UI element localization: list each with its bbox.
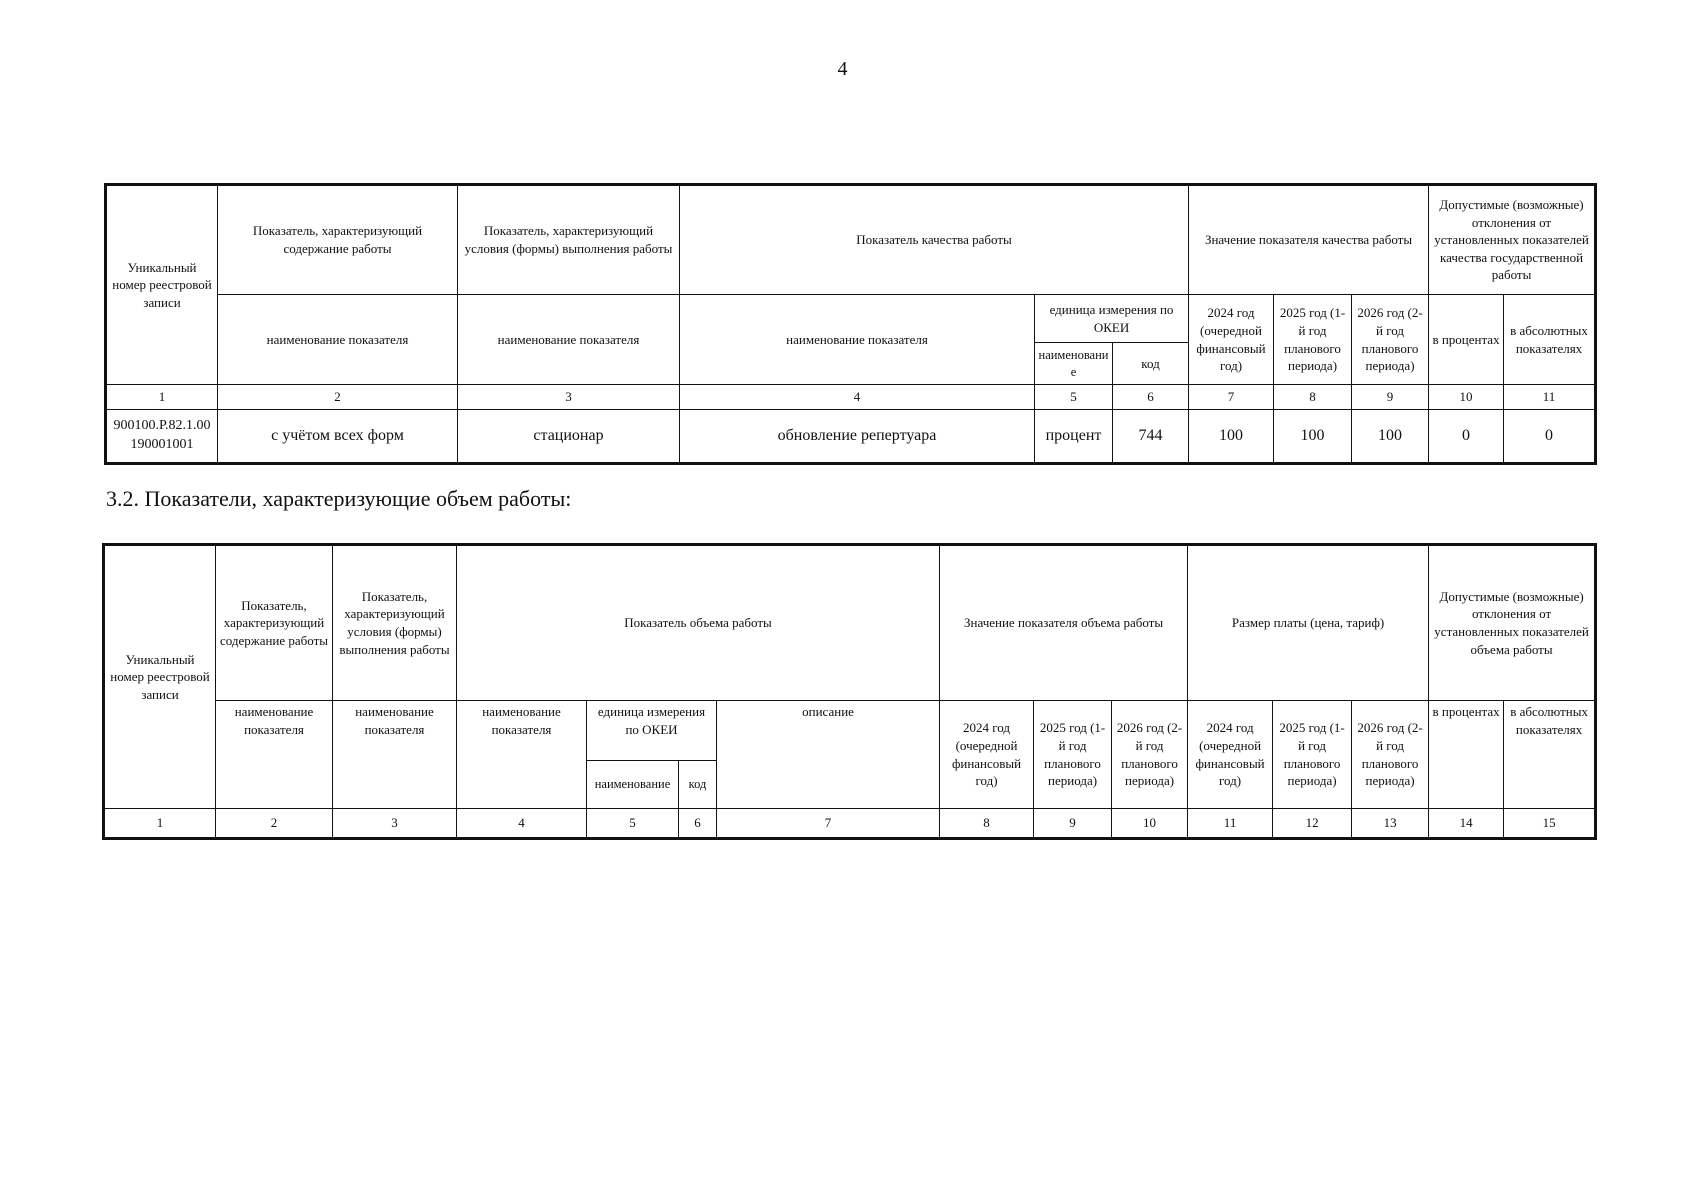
- column-number: 15: [1504, 809, 1596, 839]
- header-year-2026: 2026 год (2-й год планового периода): [1112, 701, 1188, 809]
- header-year-2024: 2024 год (очередной финансовый год): [940, 701, 1034, 809]
- header-deviations: Допустимые (возможные) отклонения от установленных показателей качества государственной работы: [1429, 185, 1596, 295]
- section-title: 3.2. Показатели, характеризующие объем работы:: [106, 486, 572, 511]
- quality-indicators-table: [104, 183, 1597, 465]
- header-conditions-indicator: Показатель, характеризующий условия (формы) выполнения работы: [458, 185, 680, 295]
- volume-indicators-table: [102, 543, 1597, 840]
- header-unit-name: наименование: [587, 761, 679, 809]
- column-number: 11: [1188, 809, 1273, 839]
- header-fee-2024: 2024 год (очередной финансовый год): [1188, 701, 1273, 809]
- column-number: 1: [106, 385, 218, 410]
- column-number: 5: [587, 809, 679, 839]
- cell-value-2025: 100: [1274, 410, 1352, 464]
- header-name-3: наименование показателя: [333, 701, 457, 809]
- column-number: 13: [1352, 809, 1429, 839]
- column-number: 4: [457, 809, 587, 839]
- cell-deviation-percent: 0: [1429, 410, 1504, 464]
- header-unit: единица измерения по ОКЕИ: [587, 701, 717, 761]
- column-number: 10: [1112, 809, 1188, 839]
- header-quality-value: Значение показателя качества работы: [1189, 185, 1429, 295]
- header-registry: Уникальный номер реестровой записи: [106, 185, 218, 385]
- column-number: 2: [216, 809, 333, 839]
- header-unit-code: код: [1113, 343, 1189, 385]
- header-year-2024: 2024 год (очередной финансовый год): [1189, 295, 1274, 385]
- column-number: 7: [1189, 385, 1274, 410]
- header-volume-indicator: Показатель объема работы: [457, 545, 940, 701]
- column-number: 5: [1035, 385, 1113, 410]
- page-number: 4: [837, 58, 848, 80]
- cell-indicator: обновление репертуара: [680, 410, 1035, 464]
- header-description: описание: [717, 701, 940, 809]
- column-number: 6: [1113, 385, 1189, 410]
- header-fee-2025: 2025 год (1-й год планового периода): [1273, 701, 1352, 809]
- header-fee: Размер платы (цена, тариф): [1188, 545, 1429, 701]
- header-name-3: наименование показателя: [458, 295, 680, 385]
- cell-deviation-absolute: 0: [1504, 410, 1596, 464]
- header-deviations: Допустимые (возможные) отклонения от установленных показателей объема работы: [1429, 545, 1596, 701]
- header-content-indicator: Показатель, характеризующий содержание работы: [218, 185, 458, 295]
- column-number: 4: [680, 385, 1035, 410]
- header-unit: единица измерения по ОКЕИ: [1035, 295, 1189, 343]
- header-conditions-indicator: Показатель, характеризующий условия (формы) выполнения работы: [333, 545, 457, 701]
- header-percent: в процентах: [1429, 701, 1504, 809]
- cell-content: с учётом всех форм: [218, 410, 458, 464]
- column-number: 12: [1273, 809, 1352, 839]
- column-number: 9: [1352, 385, 1429, 410]
- column-number: 11: [1504, 385, 1596, 410]
- column-number: 2: [218, 385, 458, 410]
- cell-value-2024: 100: [1189, 410, 1274, 464]
- column-number: 10: [1429, 385, 1504, 410]
- header-name-2: наименование показателя: [218, 295, 458, 385]
- header-unit-code: код: [679, 761, 717, 809]
- column-number: 14: [1429, 809, 1504, 839]
- column-number: 1: [104, 809, 216, 839]
- header-year-2025: 2025 год (1-й год планового периода): [1034, 701, 1112, 809]
- header-name-4: наименование показателя: [680, 295, 1035, 385]
- column-number: 8: [940, 809, 1034, 839]
- column-number: 9: [1034, 809, 1112, 839]
- cell-unit-code: 744: [1113, 410, 1189, 464]
- column-number: 3: [333, 809, 457, 839]
- column-number: 3: [458, 385, 680, 410]
- table-row: [106, 410, 1596, 464]
- header-content-indicator: Показатель, характеризующий содержание работы: [216, 545, 333, 701]
- column-number: 7: [717, 809, 940, 839]
- header-volume-value: Значение показателя объема работы: [940, 545, 1188, 701]
- header-year-2025: 2025 год (1-й год планового периода): [1274, 295, 1352, 385]
- cell-value-2026: 100: [1352, 410, 1429, 464]
- header-quality-indicator: Показатель качества работы: [680, 185, 1189, 295]
- column-number: 6: [679, 809, 717, 839]
- cell-unit-name: процент: [1035, 410, 1113, 464]
- header-name-2: наименование показателя: [216, 701, 333, 809]
- header-name-4: наименование показателя: [457, 701, 587, 809]
- header-year-2026: 2026 год (2-й год планового периода): [1352, 295, 1429, 385]
- header-absolute: в абсолютных показателях: [1504, 701, 1596, 809]
- header-registry: Уникальный номер реестровой записи: [104, 545, 216, 809]
- cell-conditions: стационар: [458, 410, 680, 464]
- header-absolute: в абсолютных показателях: [1504, 295, 1596, 385]
- cell-registry-number: 900100.Р.82.1.00190001001: [106, 410, 218, 464]
- column-number: 8: [1274, 385, 1352, 410]
- header-unit-name: наименование: [1035, 343, 1113, 385]
- header-percent: в процентах: [1429, 295, 1504, 385]
- header-fee-2026: 2026 год (2-й год планового периода): [1352, 701, 1429, 809]
